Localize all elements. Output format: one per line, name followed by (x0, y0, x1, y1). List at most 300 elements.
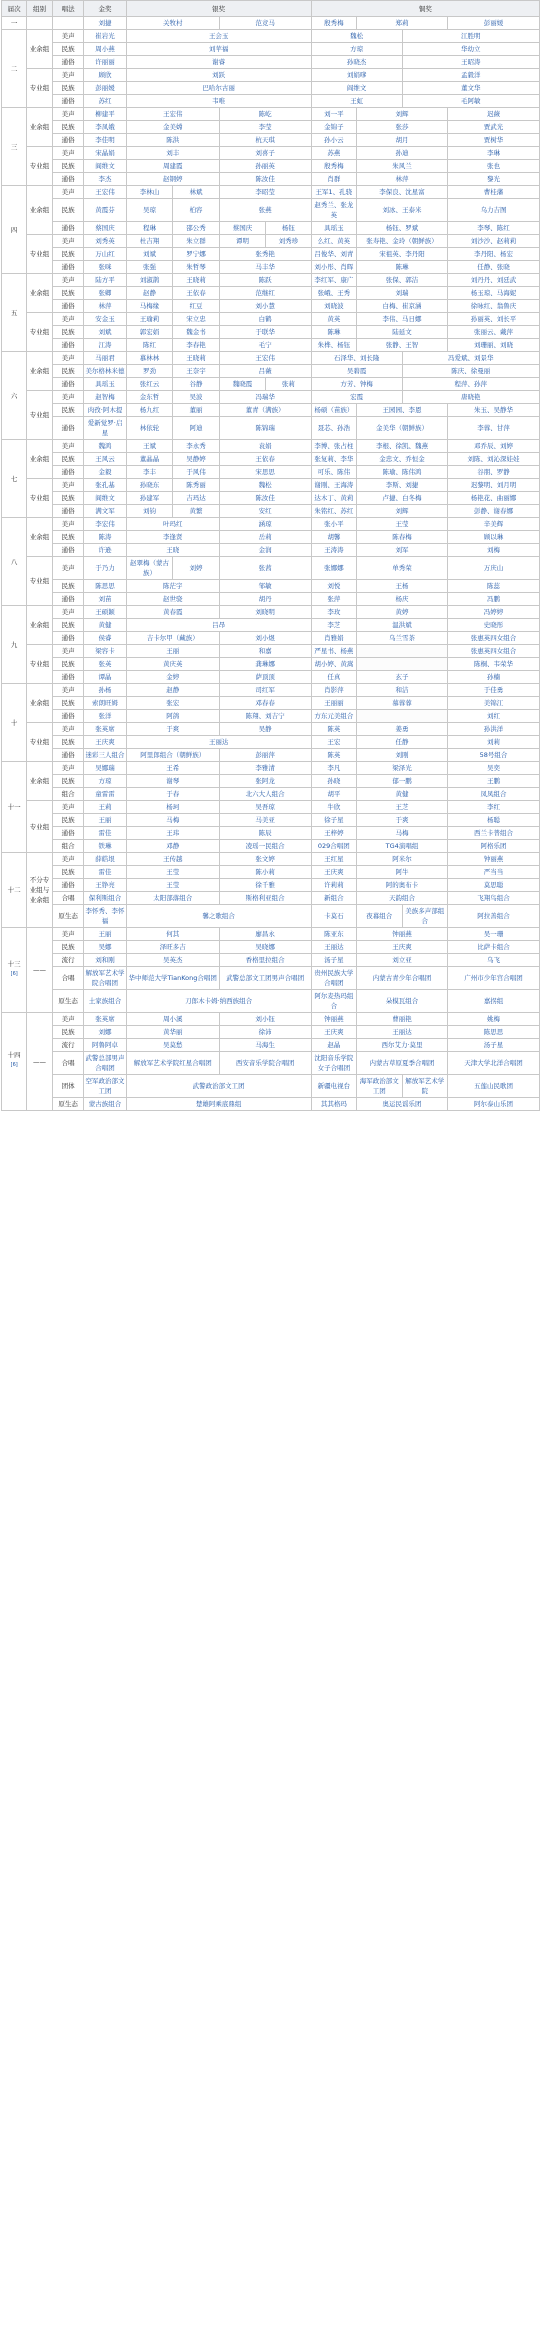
silver-winner: 萨顶顶 (219, 671, 311, 684)
header-category: 唱法 (52, 1, 84, 17)
silver-winner: 陈翔、刘吉宁 (219, 710, 311, 723)
bronze-winner: 吕俊华、刘青 (311, 248, 356, 261)
silver-winner: 刘淑鹊 (126, 274, 173, 287)
bronze-winner: 李斯、刘捷 (357, 479, 448, 492)
bronze-winner: 刘冰、王泰米 (357, 199, 448, 222)
silver-winner: 吴莫愁 (126, 1039, 219, 1052)
bronze-winner: 陈桐、韦荣华 (447, 658, 539, 671)
gold-winner: 黄健 (84, 619, 126, 632)
category-cell: 流行 (52, 1039, 84, 1052)
bronze-winner: 刘立亚 (357, 954, 448, 967)
table-row (2, 557, 540, 580)
table-row (2, 313, 540, 326)
bronze-winner: 黄婷 (357, 606, 448, 619)
bronze-winner: 刘红 (447, 710, 539, 723)
group-cell: 不分专业组与业余组 (27, 853, 52, 928)
bronze-winner: 陆延文 (357, 326, 448, 339)
silver-winner: 邓春春 (219, 697, 311, 710)
bronze-winner: 杨庆 (357, 593, 448, 606)
bronze-winner: 陈英 (311, 723, 356, 736)
category-cell: 通俗 (52, 300, 84, 313)
silver-winner: 龚琳娜 (219, 658, 311, 671)
bronze-winner: 张惠英四女组合 (447, 645, 539, 658)
bronze-winner: 宋祖英、李丹阳 (357, 248, 448, 261)
bronze-winner: 玄子 (357, 671, 448, 684)
silver-winner: 金润 (219, 544, 311, 557)
silver-winner: 楚雄阿乘底鼎组 (126, 1098, 311, 1111)
category-cell: 美声 (52, 518, 84, 531)
table-row (2, 736, 540, 749)
table-row (2, 235, 540, 248)
table-row (2, 580, 540, 593)
group-cell: 专业组 (27, 391, 52, 440)
category-cell: 通俗 (52, 261, 84, 274)
bronze-winner: 和洁 (357, 684, 448, 697)
group-cell (27, 17, 52, 30)
category-cell: 民族 (52, 248, 84, 261)
session-cell: 九 (2, 606, 27, 684)
table-row (2, 619, 540, 632)
gold-winner: 梁容卡 (84, 645, 126, 658)
table-row (2, 43, 540, 56)
silver-winner: 谢琴 (126, 775, 219, 788)
bronze-winner: 陈亚东 (311, 928, 356, 941)
table-row (2, 1075, 540, 1098)
bronze-winner: 曹丽艳 (357, 1013, 448, 1026)
bronze-winner: 黄英 (311, 313, 356, 326)
awards-table (1, 0, 540, 1111)
silver-winner: 王斌 (126, 440, 173, 453)
category-cell: 美声 (52, 313, 84, 326)
table-row (2, 775, 540, 788)
table-row (2, 658, 540, 671)
gold-winner: 孙杨 (84, 684, 126, 697)
bronze-winner: 刘悦 (311, 580, 356, 593)
bronze-winner: 阿米尔 (357, 853, 448, 866)
bronze-winner: 钟丽燕 (311, 1013, 356, 1026)
silver-winner: 范继红 (219, 287, 311, 300)
bronze-winner: 严星书、杨燕 (311, 645, 356, 658)
header-group: 组别 (27, 1, 52, 17)
silver-winner: 于风伟 (173, 466, 220, 479)
gold-winner: 铁琳 (84, 840, 126, 853)
bronze-winner: 可乐、陈伟 (311, 466, 356, 479)
table-row (2, 352, 540, 365)
bronze-winner: 孙晓杰 (311, 56, 402, 69)
table-row (2, 404, 540, 417)
category-cell: 美声 (52, 684, 84, 697)
table-row (2, 606, 540, 619)
gold-winner: 黄霞芬 (84, 199, 126, 222)
bronze-winner: 李伟、马日娜 (357, 313, 448, 326)
silver-winner: 徐千雅 (219, 879, 311, 892)
bronze-winner: 刘陈、刘沁深娃娃 (447, 453, 539, 466)
table-row (2, 339, 540, 352)
bronze-winner: 李芝 (311, 619, 356, 632)
category-cell: 美声 (52, 69, 84, 82)
silver-winner: 陈屹 (219, 108, 311, 121)
table-row (2, 518, 540, 531)
category-cell: 合唱 (52, 1052, 84, 1075)
silver-winner: 金东哲 (126, 391, 173, 404)
silver-winner: 于爽 (126, 723, 219, 736)
table-row (2, 879, 540, 892)
silver-winner: 吉卡尔甲（藏族） (126, 632, 219, 645)
bronze-winner: 李蓉、甘萍 (447, 417, 539, 440)
silver-winner: 西安音乐学院合唱团 (219, 1052, 311, 1075)
group-cell: 业余组 (27, 518, 52, 557)
bronze-winner: 西尔艾力·莫里 (357, 1039, 448, 1052)
category-cell: 流行 (52, 954, 84, 967)
bronze-winner: 于爽 (357, 814, 448, 827)
silver-winner: 金美嫦 (126, 121, 219, 134)
silver-winner: 王莹 (126, 866, 219, 879)
table-row (2, 222, 540, 235)
silver-winner: 何其 (126, 928, 219, 941)
silver-winner: 香格里拉组合 (219, 954, 311, 967)
bronze-winner: 新疆电视台 (311, 1075, 356, 1098)
category-cell: 民族 (52, 404, 84, 417)
bronze-winner: 张峨、王秀 (311, 287, 356, 300)
bronze-winner: 王莹 (357, 518, 448, 531)
category-cell: 美声 (52, 928, 84, 941)
table-row (2, 710, 540, 723)
silver-winner: 吴英杰 (126, 954, 219, 967)
silver-winner: 李丰 (126, 466, 173, 479)
awards-page (1, 0, 540, 1111)
bronze-winner: 刘刚 (357, 749, 448, 762)
reference-link[interactable]: [6] (10, 1062, 18, 1069)
silver-winner: 周建霞 (126, 160, 219, 173)
gold-winner: 马丽君 (84, 352, 126, 365)
silver-winner: 吴吾琼 (219, 801, 311, 814)
silver-winner: 刘婷 (173, 557, 220, 580)
bronze-winner: 方东元美组合 (311, 710, 356, 723)
silver-winner: 黄华丽 (126, 1026, 219, 1039)
silver-winner: 董丽 (173, 404, 220, 417)
table-row (2, 121, 540, 134)
bronze-winner: 胡小婷、黄嵩 (311, 658, 356, 671)
bronze-winner: 冯爱斌、刘景华 (402, 352, 540, 365)
gold-winner: 武警总部男声合唱团 (84, 1052, 126, 1075)
bronze-winner: 苏燕 (311, 147, 356, 160)
category-cell: 民族 (52, 43, 84, 56)
table-row (2, 684, 540, 697)
bronze-winner (357, 645, 448, 658)
bronze-winner: 金忠文、乔恒金 (357, 453, 448, 466)
bronze-winner: 单秀荣 (357, 557, 448, 580)
category-cell: 民族 (52, 453, 84, 466)
table-row (2, 928, 540, 941)
bronze-winner: 李琳 (447, 147, 539, 160)
category-cell: 通俗 (52, 466, 84, 479)
bronze-winner: 王梓婷 (311, 827, 356, 840)
bronze-winner: 王宏 (311, 736, 356, 749)
silver-winner: 刘晓明 (219, 606, 311, 619)
category-cell: 合唱 (52, 892, 84, 905)
category-cell (52, 17, 84, 30)
table-row (2, 853, 540, 866)
header-row (2, 1, 540, 17)
silver-winner: 邵公秀 (173, 222, 220, 235)
table-row (2, 593, 540, 606)
bronze-winner: TG4演唱组 (357, 840, 448, 853)
gold-winner: 万山红 (84, 248, 126, 261)
silver-winner: 王希 (126, 762, 219, 775)
bronze-winner: 李博、张占柱 (311, 440, 356, 453)
bronze-winner: 孙迪 (357, 147, 448, 160)
bronze-winner: 李保良、沈星富 (357, 186, 448, 199)
gold-winner: 雷佳 (84, 827, 126, 840)
bronze-winner: 于佳勇 (447, 684, 539, 697)
table-row (2, 1026, 540, 1039)
category-cell: 通俗 (52, 593, 84, 606)
table-row (2, 814, 540, 827)
table-row (2, 723, 540, 736)
bronze-winner: 温洪斌 (357, 619, 448, 632)
bronze-winner: 刘小彤、肖晖 (311, 261, 356, 274)
silver-winner: 王晓莉 (173, 274, 220, 287)
bronze-winner: 吴奕 (447, 762, 539, 775)
silver-winner: 谭明 (219, 235, 266, 248)
bronze-winner: 陈琳 (311, 326, 356, 339)
bronze-winner: 迟薇 (447, 108, 539, 121)
header-session: 届次 (2, 1, 27, 17)
session-cell: 十四 [6] (2, 1013, 27, 1111)
table-row (2, 671, 540, 684)
gold-winner: 赵智梅 (84, 391, 126, 404)
silver-winner: 陈汝佳 (219, 173, 311, 186)
category-cell: 通俗 (52, 879, 84, 892)
group-cell: 专业组 (27, 557, 52, 606)
bronze-winner: 牛欣 (311, 801, 356, 814)
silver-winner: 黄春霞 (126, 606, 219, 619)
bronze-winner: 任静 (357, 736, 448, 749)
table-body (2, 17, 540, 1111)
silver-winner: 北六大人组合 (219, 788, 311, 801)
gold-winner: 王丽 (84, 814, 126, 827)
gold-winner: 谭晶 (84, 671, 126, 684)
bronze-winner: 刘梅 (447, 544, 539, 557)
silver-winner: 吴琼 (126, 199, 173, 222)
bronze-winner: 么红、黄英 (311, 235, 356, 248)
bronze-winner: 张复莉、李华 (311, 453, 356, 466)
silver-winner: 马丰华 (219, 261, 311, 274)
silver-winner: 魏松 (219, 479, 311, 492)
silver-winner: 吉玛达 (173, 492, 220, 505)
bronze-winner: 阿尔泰山乐团 (447, 1098, 539, 1111)
bronze-winner: 孙小云 (311, 134, 356, 147)
silver-winner: 谷静 (173, 378, 220, 391)
silver-winner: 慕林林 (126, 352, 173, 365)
table-row (2, 378, 540, 391)
silver-winner: 白鹤 (219, 313, 311, 326)
session-cell: 七 (2, 440, 27, 518)
table-row (2, 326, 540, 339)
group-cell: 专业组 (27, 313, 52, 352)
bronze-winner: 姜勇 (357, 723, 448, 736)
gold-winner: 王莉 (84, 801, 126, 814)
silver-winner: 李雅清 (219, 762, 311, 775)
bronze-winner: 阿的奥布卡 (357, 879, 448, 892)
bronze-winner: 孙丽英、刘长平 (447, 313, 539, 326)
silver-winner: 王晓 (126, 544, 219, 557)
group-cell: 专业组 (27, 69, 52, 108)
silver-winner: 陈秀丽 (173, 479, 220, 492)
table-row (2, 287, 540, 300)
bronze-winner: 陈春梅 (357, 531, 448, 544)
bronze-winner: 莫思聪 (447, 879, 539, 892)
bronze-winner: 内蒙古青少年合唱团 (357, 967, 448, 990)
bronze-winner: 郑莉 (357, 17, 448, 30)
table-row (2, 440, 540, 453)
bronze-winner: 肖雅娟 (311, 632, 356, 645)
bronze-winner: 肖群 (311, 173, 356, 186)
category-cell: 通俗 (52, 417, 84, 440)
bronze-winner: 严当当 (447, 866, 539, 879)
table-row (2, 69, 540, 82)
silver-winner: 陈洪 (126, 134, 219, 147)
bronze-winner: 王杨 (357, 580, 448, 593)
table-row (2, 248, 540, 261)
silver-winner: 刘小煜 (219, 632, 311, 645)
table-row (2, 30, 540, 43)
silver-winner: 吴静 (219, 723, 311, 736)
bronze-winner: 徐咏红、翁鲁庆 (447, 300, 539, 313)
bronze-winner: 沈阳音乐学院女子合唱团 (311, 1052, 356, 1075)
gold-winner: 保利斯组合 (84, 892, 126, 905)
category-cell: 组合 (52, 788, 84, 801)
silver-winner: 杨钰 (266, 222, 311, 235)
silver-winner: 李林山 (126, 186, 173, 199)
table-row (2, 1052, 540, 1075)
bronze-winner: 许莉莉 (311, 879, 356, 892)
bronze-winner: 任静、张晓 (447, 261, 539, 274)
gold-winner: 李佳明 (84, 134, 126, 147)
bronze-winner: 汤子星 (311, 954, 356, 967)
bronze-winner: 张娜娜 (311, 557, 356, 580)
bronze-winner: 乌力吉图 (447, 199, 539, 222)
bronze-winner: 聂芯、孙浩 (311, 417, 356, 440)
bronze-winner: 王昭涛 (402, 56, 540, 69)
silver-winner: 陈锦瑞 (219, 417, 311, 440)
bronze-winner: 刘一平 (311, 108, 356, 121)
gold-winner: 解放军艺术学院合唱团 (84, 967, 126, 990)
bronze-winner: 王庆爽 (311, 866, 356, 879)
silver-winner: 张秀艳 (219, 248, 311, 261)
bronze-winner: 迟黎明、刘月明 (447, 479, 539, 492)
category-cell: 原生态 (52, 905, 84, 928)
table-row (2, 453, 540, 466)
bronze-winner: 彭静、谢春娜 (447, 505, 539, 518)
session-cell: 十三 [6] (2, 928, 27, 1013)
silver-winner: 徐沛 (219, 1026, 311, 1039)
bronze-winner: 张小平 (311, 518, 356, 531)
gold-winner: 柳建平 (84, 108, 126, 121)
silver-winner: 阿里郎组合（朝鲜族） (126, 749, 219, 762)
table-row (2, 645, 540, 658)
gold-winner: 具瑶玉 (84, 378, 126, 391)
category-cell: 民族 (52, 736, 84, 749)
silver-winner: 朱哲琴 (173, 261, 220, 274)
silver-winner: 陈红 (126, 339, 173, 352)
bronze-winner: 达木丁、黄莉 (311, 492, 356, 505)
bronze-winner: 卡莫石 (311, 905, 356, 928)
gold-winner: 王宏伟 (84, 186, 126, 199)
bronze-winner: 宏霞 (311, 391, 402, 404)
silver-winner: 解放军艺术学院红星合唱团 (126, 1052, 219, 1075)
table-row (2, 391, 540, 404)
gold-winner: 李宏伟 (84, 518, 126, 531)
silver-winner: 司红军 (219, 684, 311, 697)
category-cell: 团体 (52, 1075, 84, 1098)
silver-winner: 程琳 (126, 222, 173, 235)
gold-winner: 空军政治部文工团 (84, 1075, 126, 1098)
table-row (2, 632, 540, 645)
silver-winner: 赵翠梅（蒙古族） (126, 557, 173, 580)
bronze-winner: 顾以琳 (447, 531, 539, 544)
gold-winner: 迷彩三人组合 (84, 749, 126, 762)
gold-winner: 索朗旺姆 (84, 697, 126, 710)
bronze-winner: 姚梅 (447, 1013, 539, 1026)
bronze-winner: 刘军 (357, 544, 448, 557)
group-cell: 专业组 (27, 723, 52, 762)
silver-winner: 柏容 (173, 199, 220, 222)
gold-winner: 刘娜 (84, 1026, 126, 1039)
gold-winner: 美尔格林米德 (84, 365, 126, 378)
session-cell: 三 (2, 108, 27, 186)
gold-winner: 阎维文 (84, 160, 126, 173)
gold-winner: 方琼 (84, 775, 126, 788)
bronze-winner: 卢捷、白冬梅 (357, 492, 448, 505)
bronze-winner: 孟毅洋 (402, 69, 540, 82)
category-cell: 原生态 (52, 990, 84, 1013)
bronze-winner: 王庆爽 (311, 1026, 356, 1039)
category-cell: 美声 (52, 186, 84, 199)
gold-winner: 蔡国庆 (84, 222, 126, 235)
bronze-winner: 任真 (311, 671, 356, 684)
group-cell: —— (27, 1013, 52, 1111)
silver-winner: 李昭莹 (219, 186, 311, 199)
gold-winner: 陆方平 (84, 274, 126, 287)
silver-winner: 朱立群 (173, 235, 220, 248)
silver-winner: 马美亚 (219, 814, 311, 827)
reference-link[interactable]: [6] (10, 970, 18, 977)
bronze-winner: 杨硕（苗族） (311, 404, 356, 417)
silver-winner: 王瑜莉 (126, 313, 173, 326)
bronze-winner: 金锦子 (311, 121, 356, 134)
silver-winner: 韦唯 (126, 95, 311, 108)
bronze-winner: 乌飞 (447, 954, 539, 967)
category-cell: 通俗 (52, 749, 84, 762)
bronze-winner: 王园园、李恩 (357, 404, 448, 417)
bronze-winner: 李凡 (311, 762, 356, 775)
silver-winner: 吕昂 (126, 619, 311, 632)
bronze-winner: 刘珊丽、刘晓 (447, 339, 539, 352)
table-row (2, 954, 540, 967)
gold-winner: 金毅 (84, 466, 126, 479)
gold-winner: 李杰 (84, 173, 126, 186)
bronze-winner: 杨钰、罗斌 (357, 222, 448, 235)
bronze-winner: 石泽华、刘长隆 (311, 352, 402, 365)
table-row (2, 147, 540, 160)
silver-winner: 杨九红 (126, 404, 173, 417)
gold-winner: 张孔基 (84, 479, 126, 492)
silver-winner: 黄庆英 (126, 658, 219, 671)
bronze-winner: 江胜明 (402, 30, 540, 43)
bronze-winner: 史晓彤 (447, 619, 539, 632)
table-row (2, 697, 540, 710)
